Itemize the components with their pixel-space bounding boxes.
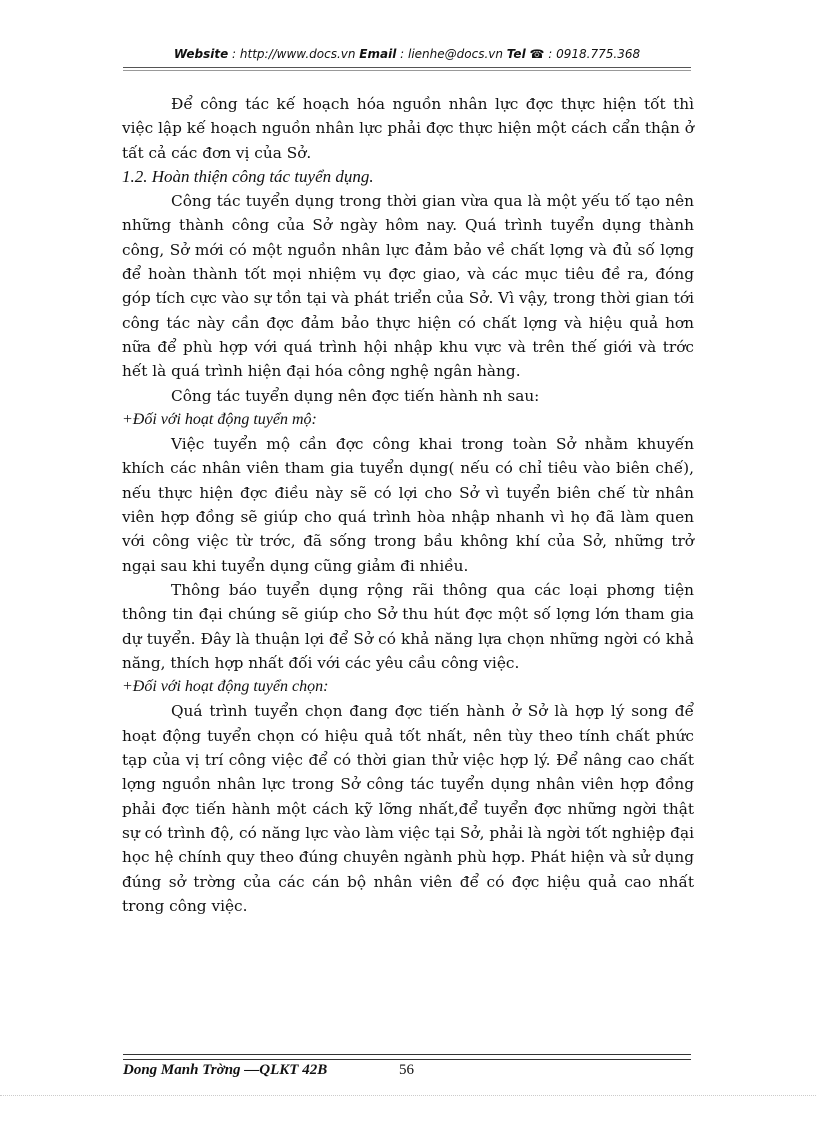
paragraph-3: Công tác tuyển dụng nên đợc tiến hành nh sau: <box>171 386 540 405</box>
website-label: Website <box>173 47 229 61</box>
email-value: : lienhe@docs.vn <box>396 47 507 61</box>
subheading-selection: +Đối với hoạt động tuyển chọn: <box>122 678 329 696</box>
bottom-dotted-line <box>0 1095 816 1096</box>
paragraph-2: Công tác tuyển dụng trong thời gian vừa qua là một yếu tố tạo nên những thành công của Sở ngày hôm nay. Quá trình tuyển dụng thành công, Sở mới có một nguồn nhân lực đảm bảo về chất lợng và đủ số lợng để hoàn thành tốt mọi nhiệm vụ đợc giao, và các mục tiêu đề ra, đóng góp tích cực vào sự tồn tại và phát triển của Sở. Vì vậy, trong thời gian tới công tác này cần đợc đảm bảo thực hiện có chất lợng và hiệu quả hơn nữa để phù hợp với quá trình hội nhập khu vực và trên thế giới và trớc hết là quá trình hiện đại hóa công nghệ ngân hàng. <box>122 192 694 381</box>
tel-value: ☎ : 0918.775.368 <box>525 47 641 61</box>
subheading-recruitment: +Đối với hoạt động tuyển mộ: <box>122 410 317 428</box>
paragraph-1: Để công tác kế hoạch hóa nguồn nhân lực đợc thực hiện tốt thì việc lập kế hoạch nguồn nhân lực phải đợc thực hiện một cách cẩn thận ở tất cả các đơn vị của Sở. <box>122 95 694 162</box>
footer-divider <box>123 1054 691 1060</box>
email-label: Email <box>359 47 397 61</box>
paragraph-4: Việc tuyển mộ cần đợc công khai trong toàn Sở nhằm khuyến khích các nhân viên tham gia tuyển dụng( nếu có chỉ tiêu vào biên chế), nếu thực hiện đợc điều này sẽ có lợi cho Sở vì tuyển biên chế từ nhân viên hợp đồng sẽ giúp cho quá trình hòa nhập nhanh vì họ đã làm quen với công việc từ trớc, đã sống trong bầu không khí của Sở, những trở ngại sau khi tuyển dụng cũng giảm đi nhiều. <box>122 435 694 575</box>
page-header <box>123 47 691 61</box>
document-body <box>122 92 694 918</box>
paragraph-6: Quá trình tuyển chọn đang đợc tiến hành ở Sở là hợp lý song để hoạt động tuyển chọn có hiệu quả tốt nhất, nên tùy theo tính chất phức tạp của vị trí công việc để có thời gian thử việc hợp lý. Để nâng cao chất lợng nguồn nhân lực trong Sở công tác tuyển dụng nhân viên hợp đồng phải đợc tiến hành một cách kỹ lỡng nhất,để tuyển đợc những ngời thật sự có trình độ, có năng lực vào làm việc tại Sở, phải là ngời tốt nghiệp đại học hệ chính quy theo đúng chuyên ngành phù hợp. Phát hiện và sử dụng đúng sở trờng của các cán bộ nhân viên để có đợc hiệu quả cao nhất trong công việc. <box>122 702 694 915</box>
website-value: : http://www.docs.vn <box>228 47 360 61</box>
header-divider <box>123 67 691 71</box>
tel-label: Tel <box>506 47 526 61</box>
page-number: 56 <box>399 1062 414 1078</box>
paragraph-5: Thông báo tuyển dụng rộng rãi thông qua các loại phơng tiện thông tin đại chúng sẽ giúp cho Sở thu hút đợc một số lợng lớn tham gia dự tuyển. Đây là thuận lợi để Sở có khả năng lựa chọn những ngời có khả năng, thích hợp nhất đối với các yêu cầu công việc. <box>122 580 694 672</box>
section-heading: 1.2. Hoàn thiện công tác tuyển dụng. <box>122 166 374 186</box>
footer-author: Dong Manh Trờng —QLKT 42B <box>123 1062 328 1078</box>
page-footer <box>123 1062 414 1079</box>
